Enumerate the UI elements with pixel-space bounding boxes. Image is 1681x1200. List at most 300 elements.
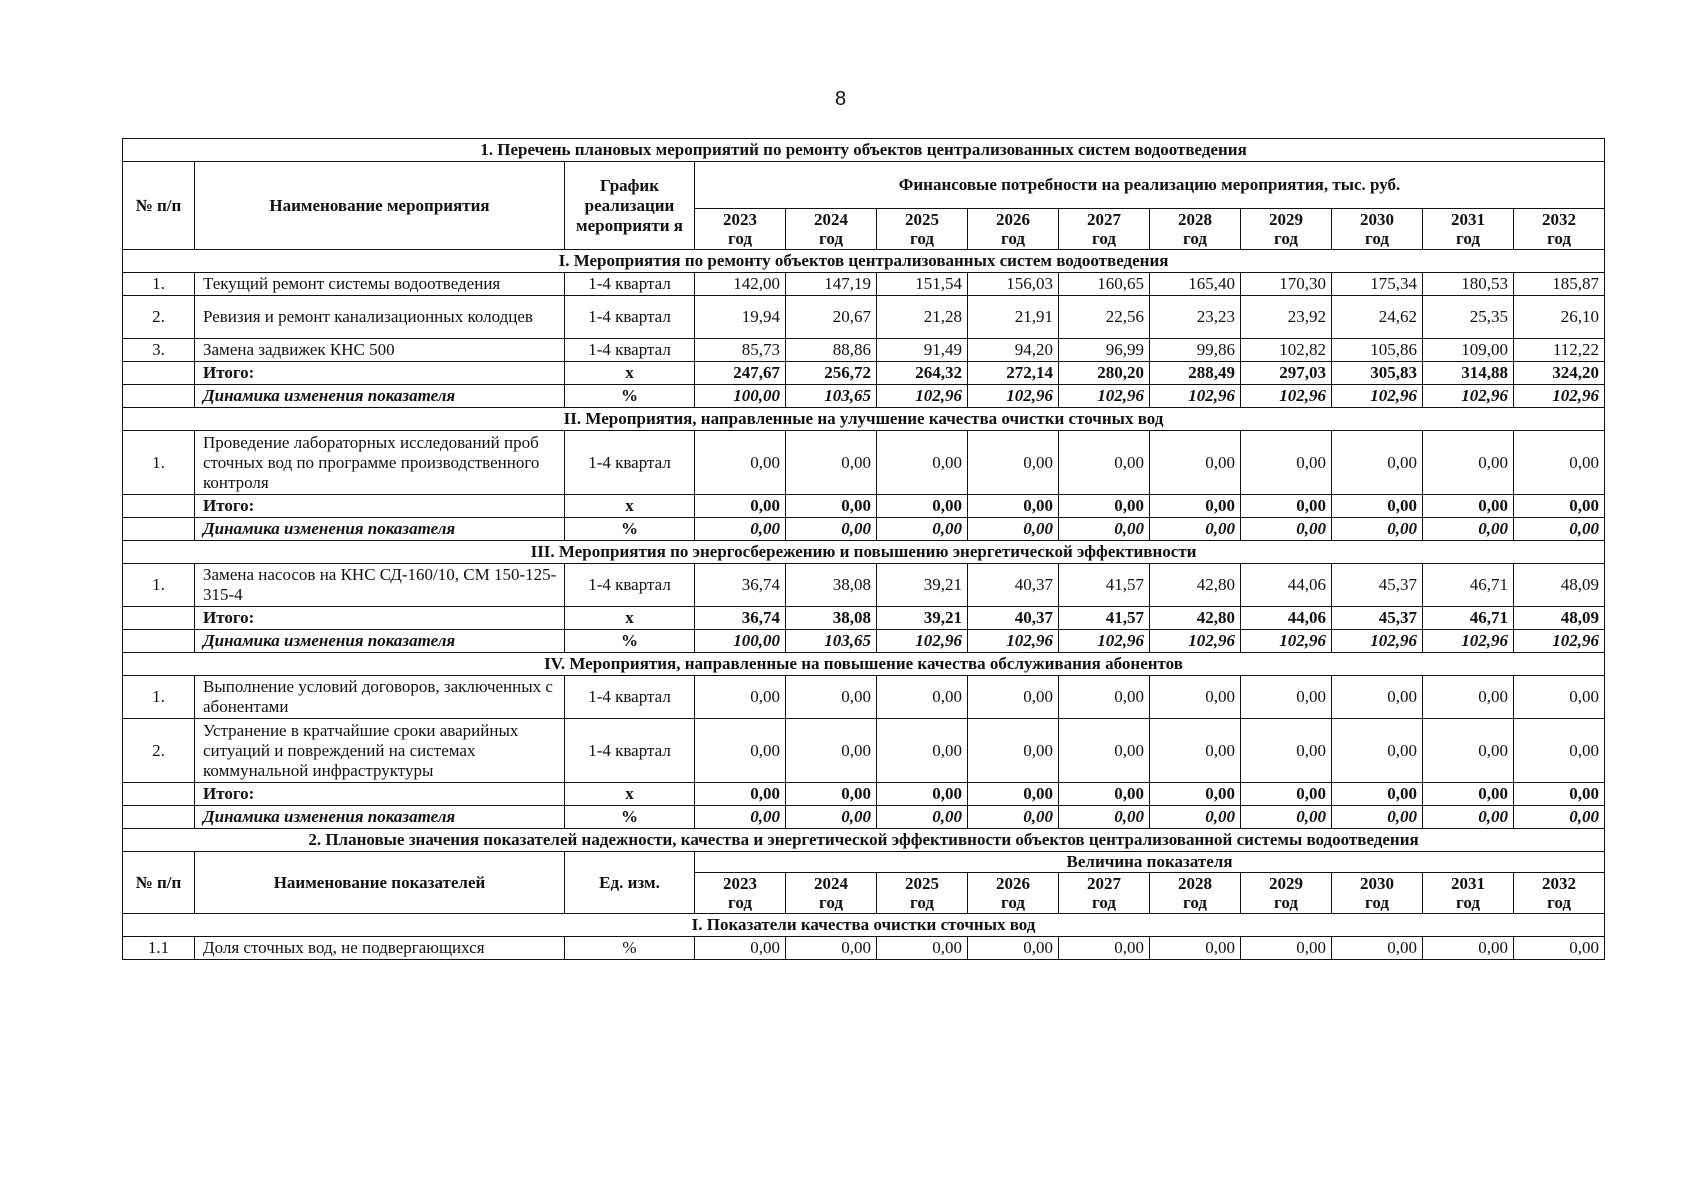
- value-cell: 0,00: [786, 719, 877, 783]
- year-unit: год: [819, 893, 843, 912]
- dynamics-value: 102,96: [1332, 385, 1423, 408]
- total-value: 247,67: [695, 362, 786, 385]
- value-cell: 0,00: [1241, 431, 1332, 495]
- table-row: [123, 564, 1605, 607]
- value-cell: 0,00: [877, 937, 968, 960]
- total-label: Итого:: [195, 495, 565, 518]
- schedule: 1-4 квартал: [565, 676, 695, 719]
- section-title: IV. Мероприятия, направленные на повышение качества обслуживания абонентов: [123, 653, 1605, 676]
- empty-cell: [123, 806, 195, 829]
- total-value: 44,06: [1241, 607, 1332, 630]
- value-cell: 185,87: [1514, 273, 1605, 296]
- header-num: № п/п: [123, 162, 195, 250]
- measure-name: Ревизия и ремонт канализационных колодцев: [195, 296, 565, 339]
- header-finance: Финансовые потребности на реализацию мероприятия, тыс. руб.: [695, 162, 1605, 209]
- year-unit: год: [1183, 229, 1207, 248]
- year-value: 2025: [905, 874, 939, 893]
- dynamics-value: 0,00: [968, 518, 1059, 541]
- total-value: 36,74: [695, 607, 786, 630]
- row-number: 1.: [123, 564, 195, 607]
- total-unit: х: [565, 607, 695, 630]
- value-cell: 0,00: [1332, 719, 1423, 783]
- dynamics-value: 102,96: [1514, 385, 1605, 408]
- value-cell: 105,86: [1332, 339, 1423, 362]
- year-value: 2026: [996, 874, 1030, 893]
- table-row: [123, 431, 1605, 495]
- value-cell: 0,00: [877, 676, 968, 719]
- schedule: 1-4 квартал: [565, 719, 695, 783]
- year-unit: год: [910, 229, 934, 248]
- total-value: 40,37: [968, 607, 1059, 630]
- dynamics-unit: %: [565, 385, 695, 408]
- total-value: 0,00: [786, 495, 877, 518]
- dynamics-value: 0,00: [1514, 518, 1605, 541]
- year-value: 2023: [723, 874, 757, 893]
- indicator-name: Доля сточных вод, не подвергающихся: [195, 937, 565, 960]
- table1-title: 1. Перечень плановых мероприятий по ремонту объектов централизованных систем водоотведения: [123, 139, 1605, 162]
- value-cell: 85,73: [695, 339, 786, 362]
- year-unit: год: [1365, 229, 1389, 248]
- section-title: III. Мероприятия по энергосбережению и повышению энергетической эффективности: [123, 541, 1605, 564]
- dynamics-value: 102,96: [877, 630, 968, 653]
- section-title-row: [123, 541, 1605, 564]
- table-row: [123, 937, 1605, 960]
- header-year: [1332, 873, 1423, 914]
- header-year: [1514, 873, 1605, 914]
- value-cell: 0,00: [1059, 719, 1150, 783]
- value-cell: 99,86: [1150, 339, 1241, 362]
- year-value: 2028: [1178, 874, 1212, 893]
- dynamics-value: 102,96: [968, 630, 1059, 653]
- total-label: Итого:: [195, 362, 565, 385]
- dynamics-value: 102,96: [968, 385, 1059, 408]
- value-cell: 0,00: [786, 676, 877, 719]
- header-year: [695, 873, 786, 914]
- table-row: [123, 676, 1605, 719]
- total-value: 45,37: [1332, 607, 1423, 630]
- header-year: [877, 873, 968, 914]
- row-number: 2.: [123, 296, 195, 339]
- year-value: 2028: [1178, 210, 1212, 229]
- total-value: 0,00: [1150, 783, 1241, 806]
- value-cell: 0,00: [786, 937, 877, 960]
- value-cell: 42,80: [1150, 564, 1241, 607]
- year-unit: год: [1456, 893, 1480, 912]
- total-value: 264,32: [877, 362, 968, 385]
- total-value: 256,72: [786, 362, 877, 385]
- value-cell: 0,00: [1514, 676, 1605, 719]
- dynamics-value: 0,00: [1241, 806, 1332, 829]
- dynamics-value: 0,00: [786, 518, 877, 541]
- value-cell: 142,00: [695, 273, 786, 296]
- table-row: [123, 339, 1605, 362]
- total-row: [123, 607, 1605, 630]
- header-year: [786, 209, 877, 250]
- measure-name: Устранение в кратчайшие сроки аварийных ситуаций и повреждений на системах коммунальной инфраструктуры: [195, 719, 565, 783]
- value-cell: 0,00: [968, 719, 1059, 783]
- value-cell: 39,21: [877, 564, 968, 607]
- row-number: 1.1: [123, 937, 195, 960]
- year-unit: год: [1547, 893, 1571, 912]
- value-cell: 36,74: [695, 564, 786, 607]
- dynamics-row: [123, 806, 1605, 829]
- value-cell: 21,28: [877, 296, 968, 339]
- dynamics-unit: %: [565, 518, 695, 541]
- dynamics-label: Динамика изменения показателя: [195, 806, 565, 829]
- year-unit: год: [910, 893, 934, 912]
- row-number: 3.: [123, 339, 195, 362]
- total-value: 0,00: [1423, 783, 1514, 806]
- year-unit: год: [1001, 229, 1025, 248]
- dynamics-value: 102,96: [1059, 385, 1150, 408]
- total-label: Итого:: [195, 783, 565, 806]
- header-name: Наименование мероприятия: [195, 162, 565, 250]
- year-unit: год: [1547, 229, 1571, 248]
- year-value: 2024: [814, 210, 848, 229]
- year-unit: год: [728, 229, 752, 248]
- total-value: 0,00: [1514, 783, 1605, 806]
- year-value: 2029: [1269, 874, 1303, 893]
- value-cell: 94,20: [968, 339, 1059, 362]
- total-value: 0,00: [1059, 783, 1150, 806]
- value-cell: 0,00: [695, 719, 786, 783]
- total-value: 46,71: [1423, 607, 1514, 630]
- schedule: 1-4 квартал: [565, 296, 695, 339]
- page-number: 8: [834, 88, 847, 110]
- value-cell: 0,00: [1514, 719, 1605, 783]
- year-unit: год: [1001, 893, 1025, 912]
- empty-cell: [123, 385, 195, 408]
- dynamics-value: 0,00: [1059, 518, 1150, 541]
- dynamics-value: 100,00: [695, 385, 786, 408]
- value-cell: 0,00: [786, 431, 877, 495]
- total-label: Итого:: [195, 607, 565, 630]
- section-title: II. Мероприятия, направленные на улучшение качества очистки сточных вод: [123, 408, 1605, 431]
- table-row: [123, 296, 1605, 339]
- total-row: [123, 495, 1605, 518]
- value-cell: 170,30: [1241, 273, 1332, 296]
- year-value: 2030: [1360, 874, 1394, 893]
- dynamics-value: 103,65: [786, 630, 877, 653]
- table2-title-row: [123, 829, 1605, 852]
- value-cell: 38,08: [786, 564, 877, 607]
- value-cell: 23,92: [1241, 296, 1332, 339]
- year-value: 2023: [723, 210, 757, 229]
- value-cell: 0,00: [1241, 719, 1332, 783]
- year-unit: год: [1274, 893, 1298, 912]
- value-cell: 40,37: [968, 564, 1059, 607]
- year-unit: год: [1092, 229, 1116, 248]
- value-cell: 147,19: [786, 273, 877, 296]
- empty-cell: [123, 607, 195, 630]
- year-unit: год: [1183, 893, 1207, 912]
- total-value: 324,20: [1514, 362, 1605, 385]
- year-unit: год: [819, 229, 843, 248]
- total-value: 0,00: [1241, 783, 1332, 806]
- measure-name: Замена задвижек КНС 500: [195, 339, 565, 362]
- value-cell: 23,23: [1150, 296, 1241, 339]
- total-value: 0,00: [786, 783, 877, 806]
- table2-header-row-1: [123, 852, 1605, 873]
- header-unit: Ед. изм.: [565, 852, 695, 914]
- header-year: [1241, 873, 1332, 914]
- dynamics-value: 0,00: [1150, 806, 1241, 829]
- total-value: 0,00: [877, 495, 968, 518]
- measure-name: Проведение лабораторных исследований проб сточных вод по программе производственного контроля: [195, 431, 565, 495]
- value-cell: 0,00: [1332, 676, 1423, 719]
- empty-cell: [123, 362, 195, 385]
- dynamics-label: Динамика изменения показателя: [195, 385, 565, 408]
- row-number: 1.: [123, 676, 195, 719]
- dynamics-row: [123, 630, 1605, 653]
- header-year: [1241, 209, 1332, 250]
- year-value: 2030: [1360, 210, 1394, 229]
- year-unit: год: [1365, 893, 1389, 912]
- value-cell: 165,40: [1150, 273, 1241, 296]
- measures-table-body: [123, 139, 1605, 960]
- value-cell: 88,86: [786, 339, 877, 362]
- total-value: 0,00: [695, 495, 786, 518]
- total-value: 0,00: [1150, 495, 1241, 518]
- dynamics-value: 0,00: [877, 806, 968, 829]
- dynamics-value: 0,00: [1332, 518, 1423, 541]
- value-cell: 109,00: [1423, 339, 1514, 362]
- section-title: I. Показатели качества очистки сточных вод: [123, 914, 1605, 937]
- dynamics-value: 102,96: [1150, 385, 1241, 408]
- total-value: 41,57: [1059, 607, 1150, 630]
- table1-title-row: [123, 139, 1605, 162]
- total-unit: х: [565, 495, 695, 518]
- value-cell: 0,00: [1059, 676, 1150, 719]
- year-unit: год: [1456, 229, 1480, 248]
- year-value: 2032: [1542, 874, 1577, 893]
- value-cell: 0,00: [1514, 937, 1605, 960]
- header-year: [1423, 873, 1514, 914]
- total-row: [123, 783, 1605, 806]
- dynamics-row: [123, 385, 1605, 408]
- value-cell: 175,34: [1332, 273, 1423, 296]
- value-cell: 0,00: [1514, 431, 1605, 495]
- header-num: № п/п: [123, 852, 195, 914]
- row-number: 1.: [123, 273, 195, 296]
- measures-table: [122, 138, 1605, 960]
- value-cell: 0,00: [695, 431, 786, 495]
- value-cell: 96,99: [1059, 339, 1150, 362]
- dynamics-value: 100,00: [695, 630, 786, 653]
- dynamics-label: Динамика изменения показателя: [195, 518, 565, 541]
- value-cell: 22,56: [1059, 296, 1150, 339]
- dynamics-value: 102,96: [1423, 385, 1514, 408]
- dynamics-value: 0,00: [877, 518, 968, 541]
- header-year: [695, 209, 786, 250]
- header-year: [1150, 209, 1241, 250]
- dynamics-value: 102,96: [1423, 630, 1514, 653]
- total-value: 0,00: [877, 783, 968, 806]
- total-value: 0,00: [1241, 495, 1332, 518]
- section-title-row: [123, 914, 1605, 937]
- year-value: 2026: [996, 210, 1030, 229]
- dynamics-value: 102,96: [1241, 630, 1332, 653]
- empty-cell: [123, 518, 195, 541]
- header-indicator-name: Наименование показателей: [195, 852, 565, 914]
- dynamics-value: 0,00: [1241, 518, 1332, 541]
- value-cell: 0,00: [968, 937, 1059, 960]
- header-year: [1059, 209, 1150, 250]
- header-value: Величина показателя: [695, 852, 1605, 873]
- row-number: 1.: [123, 431, 195, 495]
- value-cell: 0,00: [877, 431, 968, 495]
- schedule: 1-4 квартал: [565, 339, 695, 362]
- measure-name: Текущий ремонт системы водоотведения: [195, 273, 565, 296]
- dynamics-row: [123, 518, 1605, 541]
- total-value: 297,03: [1241, 362, 1332, 385]
- dynamics-label: Динамика изменения показателя: [195, 630, 565, 653]
- dynamics-value: 102,96: [1332, 630, 1423, 653]
- table-row: [123, 719, 1605, 783]
- year-value: 2027: [1087, 210, 1121, 229]
- section-title-row: [123, 408, 1605, 431]
- dynamics-value: 102,96: [1059, 630, 1150, 653]
- year-value: 2032: [1542, 210, 1577, 229]
- dynamics-unit: %: [565, 630, 695, 653]
- value-cell: 91,49: [877, 339, 968, 362]
- value-cell: 0,00: [1150, 676, 1241, 719]
- value-cell: 44,06: [1241, 564, 1332, 607]
- value-cell: 180,53: [1423, 273, 1514, 296]
- value-cell: 45,37: [1332, 564, 1423, 607]
- value-cell: 0,00: [1423, 676, 1514, 719]
- unit: %: [565, 937, 695, 960]
- total-value: 0,00: [1059, 495, 1150, 518]
- value-cell: 0,00: [968, 431, 1059, 495]
- header-schedule: График реализации мероприяти я: [565, 162, 695, 250]
- value-cell: 0,00: [1059, 937, 1150, 960]
- measure-name: Выполнение условий договоров, заключенных с абонентами: [195, 676, 565, 719]
- dynamics-value: 0,00: [1059, 806, 1150, 829]
- header-year: [968, 209, 1059, 250]
- dynamics-value: 102,96: [1241, 385, 1332, 408]
- header-year: [786, 873, 877, 914]
- dynamics-unit: %: [565, 806, 695, 829]
- value-cell: 151,54: [877, 273, 968, 296]
- value-cell: 0,00: [695, 937, 786, 960]
- dynamics-value: 0,00: [1514, 806, 1605, 829]
- value-cell: 112,22: [1514, 339, 1605, 362]
- dynamics-value: 103,65: [786, 385, 877, 408]
- header-year: [968, 873, 1059, 914]
- header-year: [1423, 209, 1514, 250]
- dynamics-value: 0,00: [1332, 806, 1423, 829]
- schedule: 1-4 квартал: [565, 431, 695, 495]
- total-value: 38,08: [786, 607, 877, 630]
- measure-name: Замена насосов на КНС СД-160/10, СМ 150-125-315-4: [195, 564, 565, 607]
- schedule: 1-4 квартал: [565, 273, 695, 296]
- section-title-row: [123, 653, 1605, 676]
- value-cell: 0,00: [1241, 676, 1332, 719]
- dynamics-value: 0,00: [1150, 518, 1241, 541]
- value-cell: 0,00: [1332, 431, 1423, 495]
- header-year: [1059, 873, 1150, 914]
- year-value: 2027: [1087, 874, 1121, 893]
- value-cell: 46,71: [1423, 564, 1514, 607]
- value-cell: 102,82: [1241, 339, 1332, 362]
- dynamics-value: 0,00: [968, 806, 1059, 829]
- year-value: 2029: [1269, 210, 1303, 229]
- empty-cell: [123, 783, 195, 806]
- dynamics-value: 0,00: [1423, 518, 1514, 541]
- total-unit: х: [565, 783, 695, 806]
- dynamics-value: 0,00: [786, 806, 877, 829]
- value-cell: 20,67: [786, 296, 877, 339]
- value-cell: 26,10: [1514, 296, 1605, 339]
- value-cell: 0,00: [877, 719, 968, 783]
- total-value: 0,00: [1332, 783, 1423, 806]
- total-unit: х: [565, 362, 695, 385]
- value-cell: 160,65: [1059, 273, 1150, 296]
- dynamics-value: 102,96: [1514, 630, 1605, 653]
- total-value: 280,20: [1059, 362, 1150, 385]
- total-value: 48,09: [1514, 607, 1605, 630]
- value-cell: 0,00: [1059, 431, 1150, 495]
- schedule: 1-4 квартал: [565, 564, 695, 607]
- value-cell: 19,94: [695, 296, 786, 339]
- value-cell: 0,00: [1332, 937, 1423, 960]
- total-value: 0,00: [968, 495, 1059, 518]
- empty-cell: [123, 630, 195, 653]
- table1-header-row-1: [123, 162, 1605, 209]
- value-cell: 24,62: [1332, 296, 1423, 339]
- value-cell: 0,00: [1423, 937, 1514, 960]
- value-cell: 0,00: [1423, 431, 1514, 495]
- header-year: [1150, 873, 1241, 914]
- value-cell: 0,00: [695, 676, 786, 719]
- row-number: 2.: [123, 719, 195, 783]
- header-year: [877, 209, 968, 250]
- dynamics-value: 0,00: [695, 518, 786, 541]
- value-cell: 156,03: [968, 273, 1059, 296]
- year-unit: год: [1092, 893, 1116, 912]
- total-value: 314,88: [1423, 362, 1514, 385]
- value-cell: 0,00: [968, 676, 1059, 719]
- dynamics-value: 102,96: [1150, 630, 1241, 653]
- value-cell: 0,00: [1241, 937, 1332, 960]
- total-value: 0,00: [968, 783, 1059, 806]
- total-value: 42,80: [1150, 607, 1241, 630]
- total-value: 0,00: [1332, 495, 1423, 518]
- total-row: [123, 362, 1605, 385]
- header-year: [1332, 209, 1423, 250]
- value-cell: 41,57: [1059, 564, 1150, 607]
- year-value: 2025: [905, 210, 939, 229]
- section-title-row: [123, 250, 1605, 273]
- year-unit: год: [1274, 229, 1298, 248]
- total-value: 0,00: [1514, 495, 1605, 518]
- value-cell: 0,00: [1150, 719, 1241, 783]
- value-cell: 0,00: [1150, 431, 1241, 495]
- section-title: I. Мероприятия по ремонту объектов централизованных систем водоотведения: [123, 250, 1605, 273]
- dynamics-value: 102,96: [877, 385, 968, 408]
- value-cell: 0,00: [1150, 937, 1241, 960]
- dynamics-value: 0,00: [1423, 806, 1514, 829]
- header-year: [1514, 209, 1605, 250]
- value-cell: 21,91: [968, 296, 1059, 339]
- year-unit: год: [728, 893, 752, 912]
- total-value: 272,14: [968, 362, 1059, 385]
- value-cell: 0,00: [1423, 719, 1514, 783]
- table2-title: 2. Плановые значения показателей надежности, качества и энергетической эффективности объектов централизованной системы водоотведения: [123, 829, 1605, 852]
- total-value: 39,21: [877, 607, 968, 630]
- total-value: 305,83: [1332, 362, 1423, 385]
